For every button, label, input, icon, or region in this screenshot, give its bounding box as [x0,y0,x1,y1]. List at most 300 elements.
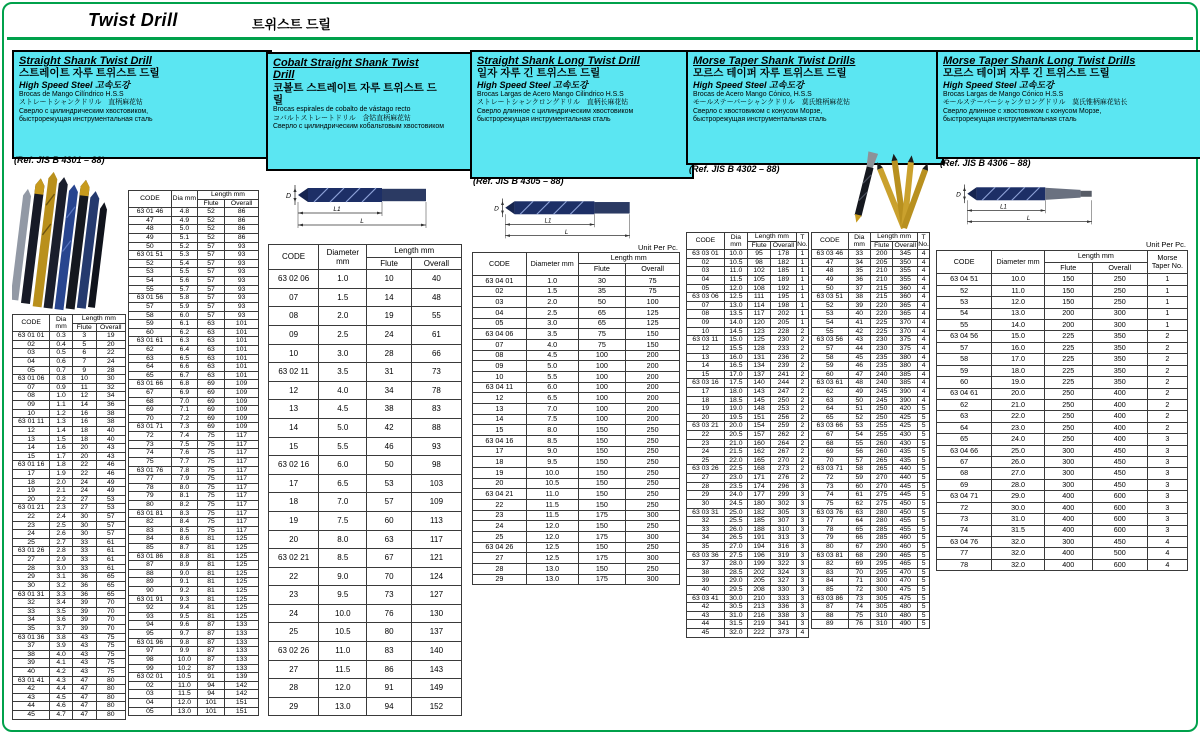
section-line: Brocas de Mango Cilíndrico H.S.S [19,90,124,98]
table-row: 24 12.0 150 250 [473,521,680,532]
dim-label-l: L [564,229,569,236]
col-length: Length mm [578,253,679,264]
table-row: 63 01 61 6.3 63 101 [129,337,259,346]
col-diameter: Diameter mm [319,245,367,270]
header-straight-shank [12,50,272,159]
spec-table [472,252,680,585]
col-flute: Flute [367,257,411,270]
table-row: 79 66 285 460 5 [812,534,930,543]
col-length: Length mm [747,233,796,242]
table-row: 63 03 66 53 255 425 5 [812,422,930,431]
table-row: 33 26.0 188 310 3 [687,525,809,534]
table-row: 10 14.5 123 228 2 [687,327,809,336]
table-row: 28 12.0 91 149 [269,679,462,698]
table-row: 74 61 275 445 5 [812,491,930,500]
section-line: Brocas Largas de Acero Mango Cilindrico H.S.S [477,90,624,98]
dim-label-l1: L1 [544,218,552,225]
section-line: Сверло длинное с цилиндрическим хвостовиком [477,107,634,115]
table-row: 32 25.5 185 307 3 [687,517,809,526]
section-title-korean: 모르스 테이퍼 자루 긴 트위스트 드릴 [943,67,1110,80]
table-row: 08 1.0 12 34 [13,392,126,401]
cobalt-table [268,244,462,716]
table-row: 57 16.0 225 350 2 [937,342,1188,353]
table-row: 02 1.5 35 75 [473,286,680,297]
table-row: 45 4.7 47 80 [13,711,126,720]
table-row: 63 01 26 2.8 33 61 [13,547,126,556]
morse-taper-long-table [936,250,1188,571]
table-row: 47 34 205 350 4 [812,258,930,267]
table-row: 04 2.5 65 125 [473,307,680,318]
table-row: 52 39 220 365 4 [812,301,930,310]
table-row: 63 01 96 9.8 87 133 [129,638,259,647]
table-row: 64 51 250 420 5 [812,405,930,414]
spec-table [936,250,1188,571]
col-overall: Overall [1092,262,1147,274]
table-row: 75 62 275 450 5 [812,499,930,508]
table-row: 63 01 76 7.8 75 117 [129,466,259,475]
table-row: 19 19.0 148 253 2 [687,405,809,414]
table-row: 24 2.6 30 57 [13,530,126,539]
dim-label-l1: L1 [333,206,341,213]
drill-dimension-diagram [284,178,460,239]
col-overall: Overall [411,257,461,270]
table-row: 29 13.0 175 300 [473,574,680,585]
table-row: 27 11.5 86 143 [269,660,462,679]
table-row: 25 10.5 80 137 [269,623,462,642]
table-row: 48 5.0 52 86 [129,225,259,234]
unit-note: Unit Per Pc. [1145,240,1186,249]
table-row: 09 5.0 100 200 [473,361,680,372]
table-row: 04 11.5 105 189 1 [687,276,809,285]
dim-label-d: D [956,191,961,199]
table-row: 35 3.7 39 70 [13,624,126,633]
table-row: 63 04 61 20.0 250 400 2 [937,388,1188,399]
jis-ref: (Ref. JIS B 4306 – 88) [940,158,1031,168]
col-diameter: Dia mm [171,191,197,208]
col-length: Length mm [1044,251,1147,263]
col-flute: Flute [72,323,96,332]
col-code: CODE [269,245,319,270]
header-morse-taper-long [936,50,1200,159]
section-line: Сверло с хвостовиком с конусом Морзе, [693,107,823,115]
table-row: 82 69 295 465 5 [812,560,930,569]
table-row: 82 8.4 75 117 [129,518,259,527]
section-line: Сверло с цилиндрическим кобальтовым хвостовиком [273,122,444,130]
table-row: 12 4.0 34 78 [269,381,462,400]
col-diameter: Diameter mm [992,251,1045,274]
table-row: 02 0.4 5 20 [13,340,126,349]
morse-taper-table-small [686,232,809,638]
col-taper: Morse Taper No. [1147,251,1187,274]
table-row: 03 2.0 50 100 [473,297,680,308]
table-row: 69 28.0 300 450 3 [937,479,1188,490]
table-row: 40 29.5 208 330 3 [687,585,809,594]
table-header-row [812,233,930,242]
table-row: 27 2.9 33 61 [13,556,126,565]
table-row: 20 2.2 27 53 [13,495,126,504]
table-row: 69 7.1 69 109 [129,406,259,415]
table-header-row [473,253,680,264]
table-row: 72 7.4 75 117 [129,432,259,441]
section-line: モールステーパーシャンクロングドリル 莫氏锥柄麻花钻长 [943,99,1128,107]
table-row: 53 40 220 365 4 [812,310,930,319]
col-length: Length mm [367,245,462,258]
table-row: 63 01 41 4.3 47 80 [13,676,126,685]
table-row: 05 3.0 65 125 [473,318,680,329]
section-line: Brocas espirales de cobalto de vástago recto [273,106,411,114]
col-length: Length mm [72,315,125,324]
col-diameter: Diameter mm [526,253,578,276]
jis-ref: (Ref. JIS B 4305 – 88) [473,176,564,186]
table-row: 63 01 01 0.3 3 19 [13,332,126,341]
table-row: 03 11.5 94 142 [129,690,259,699]
table-row: 63 03 51 38 215 360 4 [812,293,930,302]
table-row: 17 1.9 22 46 [13,469,126,478]
table-row: 54 5.6 57 93 [129,277,259,286]
table-row: 28 23.5 174 296 3 [687,482,809,491]
table-row: 80 8.2 75 117 [129,500,259,509]
table-row: 83 8.5 75 117 [129,526,259,535]
table-row: 64 23.0 250 400 2 [937,422,1188,433]
section-line: быстрорежущая инструментальная сталь [943,115,1077,123]
straight-shank-table-small [12,314,126,720]
col-taper: T No. [918,233,929,249]
table-row: 63 01 66 6.8 69 109 [129,380,259,389]
table-row: 19 10.0 150 250 [473,468,680,479]
table-row: 62 49 245 390 4 [812,387,930,396]
table-row: 57 5.9 57 93 [129,302,259,311]
table-row: 63 02 01 10.5 91 139 [129,673,259,682]
section-title-korean: 코볼트 스트레이트 자루 트위스트 드릴 [273,81,437,106]
table-row: 84 71 300 470 5 [812,577,930,586]
table-row: 72 59 270 440 5 [812,474,930,483]
col-flute: Flute [578,264,626,275]
header-morse-taper [686,50,944,165]
section-line: быстрорежущая инструментальная сталь [477,115,611,123]
col-code: CODE [937,251,992,274]
table-row: 23 2.5 30 57 [13,521,126,530]
table-row: 18 7.0 57 109 [269,493,462,512]
table-row: 42 4.4 47 80 [13,685,126,694]
table-row: 63 01 21 2.3 27 53 [13,504,126,513]
table-header-row [937,251,1188,263]
table-row: 63 03 01 10.0 95 178 1 [687,250,809,259]
table-row: 63 01 56 5.8 57 93 [129,294,259,303]
table-row: 24 10.0 76 130 [269,604,462,623]
table-row: 23 11.5 175 300 [473,510,680,521]
table-row: 88 75 310 480 5 [812,611,930,620]
table-row: 18 18.5 145 250 2 [687,396,809,405]
table-row: 07 0.9 11 32 [13,383,126,392]
table-row: 22 20.5 157 262 2 [687,431,809,440]
table-row: 89 76 310 490 5 [812,620,930,629]
table-row: 50 5.2 57 93 [129,242,259,251]
table-row: 54 41 225 370 4 [812,319,930,328]
table-row: 19 2.1 24 49 [13,487,126,496]
table-row: 15 5.5 46 93 [269,437,462,456]
col-flute: Flute [197,199,224,208]
table-header-row [129,191,259,200]
table-row: 63 02 16 6.0 50 98 [269,456,462,475]
table-row: 63 02 26 11.0 83 140 [269,642,462,661]
table-row: 05 12.0 108 192 1 [687,284,809,293]
table-row: 59 6.1 63 101 [129,320,259,329]
page-title-korean: 트위스트 드릴 [252,17,331,32]
table-row: 17 18.0 143 247 2 [687,387,809,396]
col-overall: Overall [626,264,680,275]
table-row: 77 32.0 400 500 4 [937,548,1188,559]
table-row: 63 03 21 20.0 154 259 2 [687,422,809,431]
table-row: 68 55 260 430 5 [812,439,930,448]
table-row: 63 03 36 27.5 196 319 3 [687,551,809,560]
table-row: 25 12.0 175 300 [473,532,680,543]
table-row: 13 1.5 18 40 [13,435,126,444]
table-row: 53 12.0 150 250 1 [937,297,1188,308]
table-row: 69 56 260 435 5 [812,448,930,457]
dim-label-d: D [494,205,499,213]
table-row: 70 57 265 435 5 [812,456,930,465]
header-straight-long [470,50,694,179]
col-code: CODE [13,315,50,332]
table-row: 97 9.9 87 133 [129,647,259,656]
table-row: 58 45 235 380 4 [812,353,930,362]
table-row: 33 3.5 39 70 [13,607,126,616]
table-row: 65 52 250 425 5 [812,413,930,422]
table-row: 89 9.1 81 125 [129,578,259,587]
table-row: 08 4.5 100 200 [473,350,680,361]
drill-bits-photo [12,168,122,317]
table-row: 35 27.0 194 316 3 [687,542,809,551]
table-row: 39 29.0 205 327 3 [687,577,809,586]
table-row: 63 03 71 58 265 440 5 [812,465,930,474]
jis-ref: (Ref. JIS B 4301 – 88) [14,155,105,165]
table-row: 74 31.5 400 600 3 [937,525,1188,536]
col-diameter: Dia mm [50,315,73,332]
table-row: 63 03 46 33 200 345 4 [812,250,930,259]
col-flute: Flute [1044,262,1092,274]
table-row: 13 7.0 100 200 [473,404,680,415]
table-row: 63 03 06 12.5 111 195 1 [687,293,809,302]
taper-drill-dimension-diagram [952,178,1120,235]
spec-table [811,232,930,629]
table-row: 63 01 36 3.8 43 75 [13,633,126,642]
section-title: Cobalt Straight Shank Twist Drill [273,57,419,82]
table-row: 63 03 56 43 230 375 4 [812,336,930,345]
table-row: 54 13.0 200 300 1 [937,308,1188,319]
table-row: 63 01 51 5.3 57 93 [129,251,259,260]
table-row: 63 03 16 17.5 140 244 2 [687,379,809,388]
table-row: 63 01 86 8.8 81 125 [129,552,259,561]
page-title: Twist Drill [88,10,178,30]
table-row: 27 12.5 175 300 [473,553,680,564]
table-row: 29 24.0 177 299 3 [687,491,809,500]
table-row: 75 7.7 75 117 [129,457,259,466]
table-row: 14 7.5 100 200 [473,414,680,425]
table-header-row [687,233,809,242]
table-row: 43 31.0 216 338 3 [687,611,809,620]
drill-dimension-diagram [490,192,658,249]
section-line: Brocas de Acero Mango Cónico, H.S.S [693,90,812,98]
table-row: 08 2.0 19 55 [269,307,462,326]
section-line: Brocas Largas de Mango Cónico H.S.S [943,90,1064,98]
table-row: 63 03 61 48 240 385 4 [812,379,930,388]
table-row: 93 9.5 81 125 [129,612,259,621]
table-row: 52 11.0 150 250 1 [937,285,1188,296]
table-row: 88 9.0 81 125 [129,569,259,578]
table-row: 65 6.7 63 101 [129,371,259,380]
section-title-korean: 일자 자루 긴 트위스트 드릴 [477,67,601,80]
table-row: 38 4.0 43 75 [13,650,126,659]
section-line: ストレートシャンクドリル 直柄麻花钻 [19,99,143,107]
table-row: 58 17.0 225 350 2 [937,354,1188,365]
table-row: 63 04 56 15.0 225 350 2 [937,331,1188,342]
table-row: 87 74 305 480 5 [812,603,930,612]
straight-shank-table-large [128,190,259,716]
table-row: 09 2.5 24 61 [269,325,462,344]
section-title-korean: 스트레이트 자루 트위스트 드릴 [19,67,160,80]
table-row: 73 7.5 75 117 [129,440,259,449]
dim-label-l1: L1 [1000,204,1007,211]
table-row: 23 21.0 160 264 2 [687,439,809,448]
table-row: 63 04 01 1.0 30 75 [473,275,680,286]
table-row: 40 4.2 43 75 [13,667,126,676]
table-row: 63 01 91 9.3 81 125 [129,595,259,604]
col-length: Length mm [870,233,917,242]
section-subtitle: High Speed Steel 고속도강 [477,79,588,90]
table-row: 63 01 11 1.3 16 38 [13,418,126,427]
table-row: 04 0.6 7 24 [13,358,126,367]
table-row: 98 10.0 87 133 [129,655,259,664]
table-row: 07 4.0 75 150 [473,340,680,351]
table-row: 73 31.0 400 600 3 [937,514,1188,525]
morse-taper-table-large [811,232,930,629]
table-header-row [13,315,126,324]
table-row: 94 9.6 87 133 [129,621,259,630]
col-code: CODE [473,253,527,276]
table-row: 63 03 11 15.0 125 230 2 [687,336,809,345]
table-row: 73 60 270 445 5 [812,482,930,491]
table-row: 07 1.5 14 48 [269,288,462,307]
table-row: 78 8.0 75 117 [129,483,259,492]
table-row: 15 17.0 137 241 2 [687,370,809,379]
table-row: 49 5.1 52 86 [129,234,259,243]
jis-ref: (Ref. JIS B 4302 – 88) [689,164,780,174]
table-row: 37 3.9 43 75 [13,642,126,651]
col-code: CODE [812,233,849,250]
table-row: 63 04 21 11.0 150 250 [473,489,680,500]
table-row: 02 11.0 94 142 [129,681,259,690]
table-row: 22 9.0 70 124 [269,567,462,586]
table-row: 55 5.7 57 93 [129,285,259,294]
col-code: CODE [129,191,172,208]
table-row: 19 7.5 60 113 [269,511,462,530]
table-row: 14 16.5 134 239 2 [687,362,809,371]
table-row: 63 03 31 25.0 182 305 3 [687,508,809,517]
table-row: 05 0.7 9 28 [13,366,126,375]
spec-table [12,314,126,720]
table-row: 39 4.1 43 75 [13,659,126,668]
table-row: 83 70 295 470 5 [812,568,930,577]
table-row: 29 3.1 36 65 [13,573,126,582]
table-row: 60 6.2 63 101 [129,328,259,337]
col-overall: Overall [225,199,259,208]
table-row: 63 04 66 25.0 300 450 3 [937,445,1188,456]
table-row: 57 44 230 375 4 [812,344,930,353]
table-row: 18 2.0 24 49 [13,478,126,487]
table-row: 62 6.4 63 101 [129,345,259,354]
table-row: 15 1.7 20 43 [13,452,126,461]
section-subtitle: High Speed Steel 고속도강 [19,79,130,90]
section-title: Straight Shank Long Twist Drill [477,55,640,67]
table-row: 28 13.0 150 250 [473,564,680,575]
straight-long-table [472,252,680,585]
table-row: 14 5.0 42 88 [269,418,462,437]
dim-label-l: L [1026,215,1031,222]
table-row: 22 2.4 30 57 [13,513,126,522]
table-row: 68 7.0 69 109 [129,397,259,406]
col-taper: T No. [797,233,808,249]
section-title: Morse Taper Shank Twist Drills [693,55,856,67]
table-row: 68 27.0 300 450 3 [937,468,1188,479]
table-row: 44 4.6 47 80 [13,702,126,711]
section-line: Сверло длинное с хвостовиком с конусом Морзе, [943,107,1102,115]
table-row: 62 21.0 250 400 2 [937,399,1188,410]
col-flute: Flute [870,241,892,250]
section-line: ストレートシャンクロングドリル 直柄长麻花钻 [477,99,629,107]
table-row: 08 13.5 117 202 1 [687,310,809,319]
table-row: 10 3.0 28 66 [269,344,462,363]
table-row: 09 14.0 120 205 1 [687,319,809,328]
table-row: 42 30.5 213 336 3 [687,603,809,612]
table-row: 64 6.6 63 101 [129,363,259,372]
spec-table [128,190,259,716]
section-line: быстрорежущая инструментальная сталь [693,115,827,123]
table-row: 63 50 245 390 4 [812,396,930,405]
table-row: 45 32.0 222 373 4 [687,629,809,638]
col-overall: Overall [894,241,917,249]
table-row: 18 9.5 150 250 [473,457,680,468]
table-row: 90 9.2 81 125 [129,587,259,596]
table-row: 63 04 06 3.5 75 150 [473,329,680,340]
table-row: 60 47 240 385 4 [812,370,930,379]
table-row: 63 04 71 29.0 400 600 3 [937,491,1188,502]
table-row: 30 24.5 180 302 3 [687,499,809,508]
table-row: 63 04 76 32.0 300 450 4 [937,536,1188,547]
table-row: 02 10.5 98 182 1 [687,258,809,267]
table-row: 55 14.0 200 300 1 [937,319,1188,330]
spec-table [686,232,809,638]
table-row: 58 6.0 57 93 [129,311,259,320]
table-row: 23 9.5 73 127 [269,586,462,605]
col-diameter: Dia mm [848,233,870,250]
table-row: 59 46 235 380 4 [812,362,930,371]
table-row: 37 28.0 199 322 3 [687,560,809,569]
table-row: 17 6.5 53 103 [269,474,462,493]
table-row: 13 4.5 38 83 [269,400,462,419]
table-row: 55 42 225 370 4 [812,327,930,336]
table-row: 78 32.0 400 600 4 [937,559,1188,570]
table-row: 10 1.2 16 38 [13,409,126,418]
spec-table [268,244,462,716]
table-row: 87 8.9 81 125 [129,561,259,570]
table-row: 63 04 16 8.5 150 250 [473,436,680,447]
section-subtitle: High Speed Steel 고속도강 [693,79,804,90]
table-row: 63 03 26 22.5 168 273 2 [687,465,809,474]
table-row: 25 2.7 33 61 [13,538,126,547]
header-cobalt [266,52,478,171]
table-row: 63 01 71 7.3 69 109 [129,423,259,432]
table-row: 84 8.6 81 125 [129,535,259,544]
